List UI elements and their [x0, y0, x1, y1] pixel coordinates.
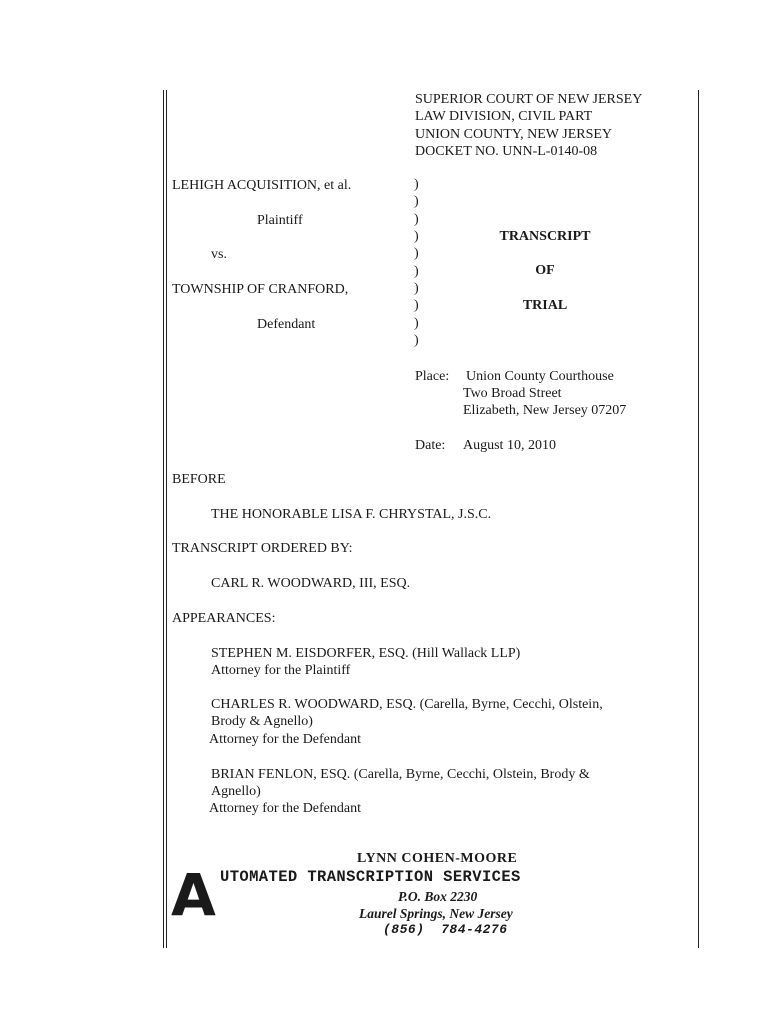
left-margin-rule	[163, 90, 164, 948]
judge-name: THE HONORABLE LISA F. CHRYSTAL, J.S.C.	[211, 507, 492, 522]
court-name: SUPERIOR COURT OF NEW JERSEY	[415, 92, 643, 107]
right-margin-rule	[698, 90, 699, 948]
plaintiff-role: Plaintiff	[257, 213, 303, 228]
date-value: August 10, 2010	[463, 438, 556, 453]
company-phone: (856) 784-4276	[383, 922, 508, 937]
left-margin-rule-inner	[166, 90, 167, 948]
before-label: BEFORE	[172, 472, 226, 487]
appearance-3-role: Attorney for the Defendant	[209, 801, 361, 816]
company-name: UTOMATED TRANSCRIPTION SERVICES	[220, 868, 521, 886]
appearances-label: APPEARANCES:	[172, 611, 276, 626]
appearance-2-name: CHARLES R. WOODWARD, ESQ. (Carella, Byrne, Cecchi, Olstein,	[211, 697, 603, 712]
paren-mark: )	[414, 281, 419, 296]
paren-mark: )	[414, 177, 419, 192]
company-city: Laurel Springs, New Jersey	[359, 906, 513, 921]
court-division: LAW DIVISION, CIVIL PART	[415, 109, 593, 124]
appearance-1-name: STEPHEN M. EISDORFER, ESQ. (Hill Wallack LLP)	[211, 646, 521, 661]
paren-mark: )	[414, 246, 419, 261]
defendant-role: Defendant	[257, 317, 316, 332]
court-county: UNION COUNTY, NEW JERSEY	[415, 127, 613, 142]
appearance-3-firm: Agnello)	[211, 784, 261, 799]
paren-mark: )	[414, 333, 419, 348]
ordered-by-label: TRANSCRIPT ORDERED BY:	[172, 541, 353, 556]
appearance-2-role: Attorney for the Defendant	[209, 732, 361, 747]
defendant-name: TOWNSHIP OF CRANFORD,	[172, 282, 349, 297]
company-po-box: P.O. Box 2230	[398, 889, 478, 904]
appearance-1-role: Attorney for the Plaintiff	[211, 663, 351, 678]
paren-mark: )	[414, 194, 419, 209]
plaintiff-name: LEHIGH ACQUISITION, et al.	[172, 178, 352, 193]
transcriber-name: LYNN COHEN-MOORE	[357, 851, 518, 866]
paren-mark: )	[414, 264, 419, 279]
docket-number: DOCKET NO. UNN-L-0140-08	[415, 144, 598, 159]
paren-mark: )	[414, 316, 419, 331]
place-line-1: Union County Courthouse	[466, 369, 614, 384]
date-label: Date:	[415, 438, 446, 453]
place-label: Place:	[415, 369, 450, 384]
company-logo-letter: A	[171, 861, 216, 929]
place-line-2: Two Broad Street	[463, 386, 562, 401]
title-of: OF	[535, 263, 555, 278]
paren-mark: )	[414, 298, 419, 313]
appearance-2-firm: Brody & Agnello)	[211, 714, 313, 729]
place-line-3: Elizabeth, New Jersey 07207	[463, 403, 627, 418]
paren-mark: )	[414, 212, 419, 227]
ordered-by-name: CARL R. WOODWARD, III, ESQ.	[211, 576, 411, 591]
title-transcript: TRANSCRIPT	[499, 229, 591, 244]
paren-mark: )	[414, 229, 419, 244]
title-trial: TRIAL	[522, 298, 568, 313]
versus-label: vs.	[211, 247, 227, 262]
appearance-3-name: BRIAN FENLON, ESQ. (Carella, Byrne, Cecchi, Olstein, Brody &	[211, 767, 590, 782]
